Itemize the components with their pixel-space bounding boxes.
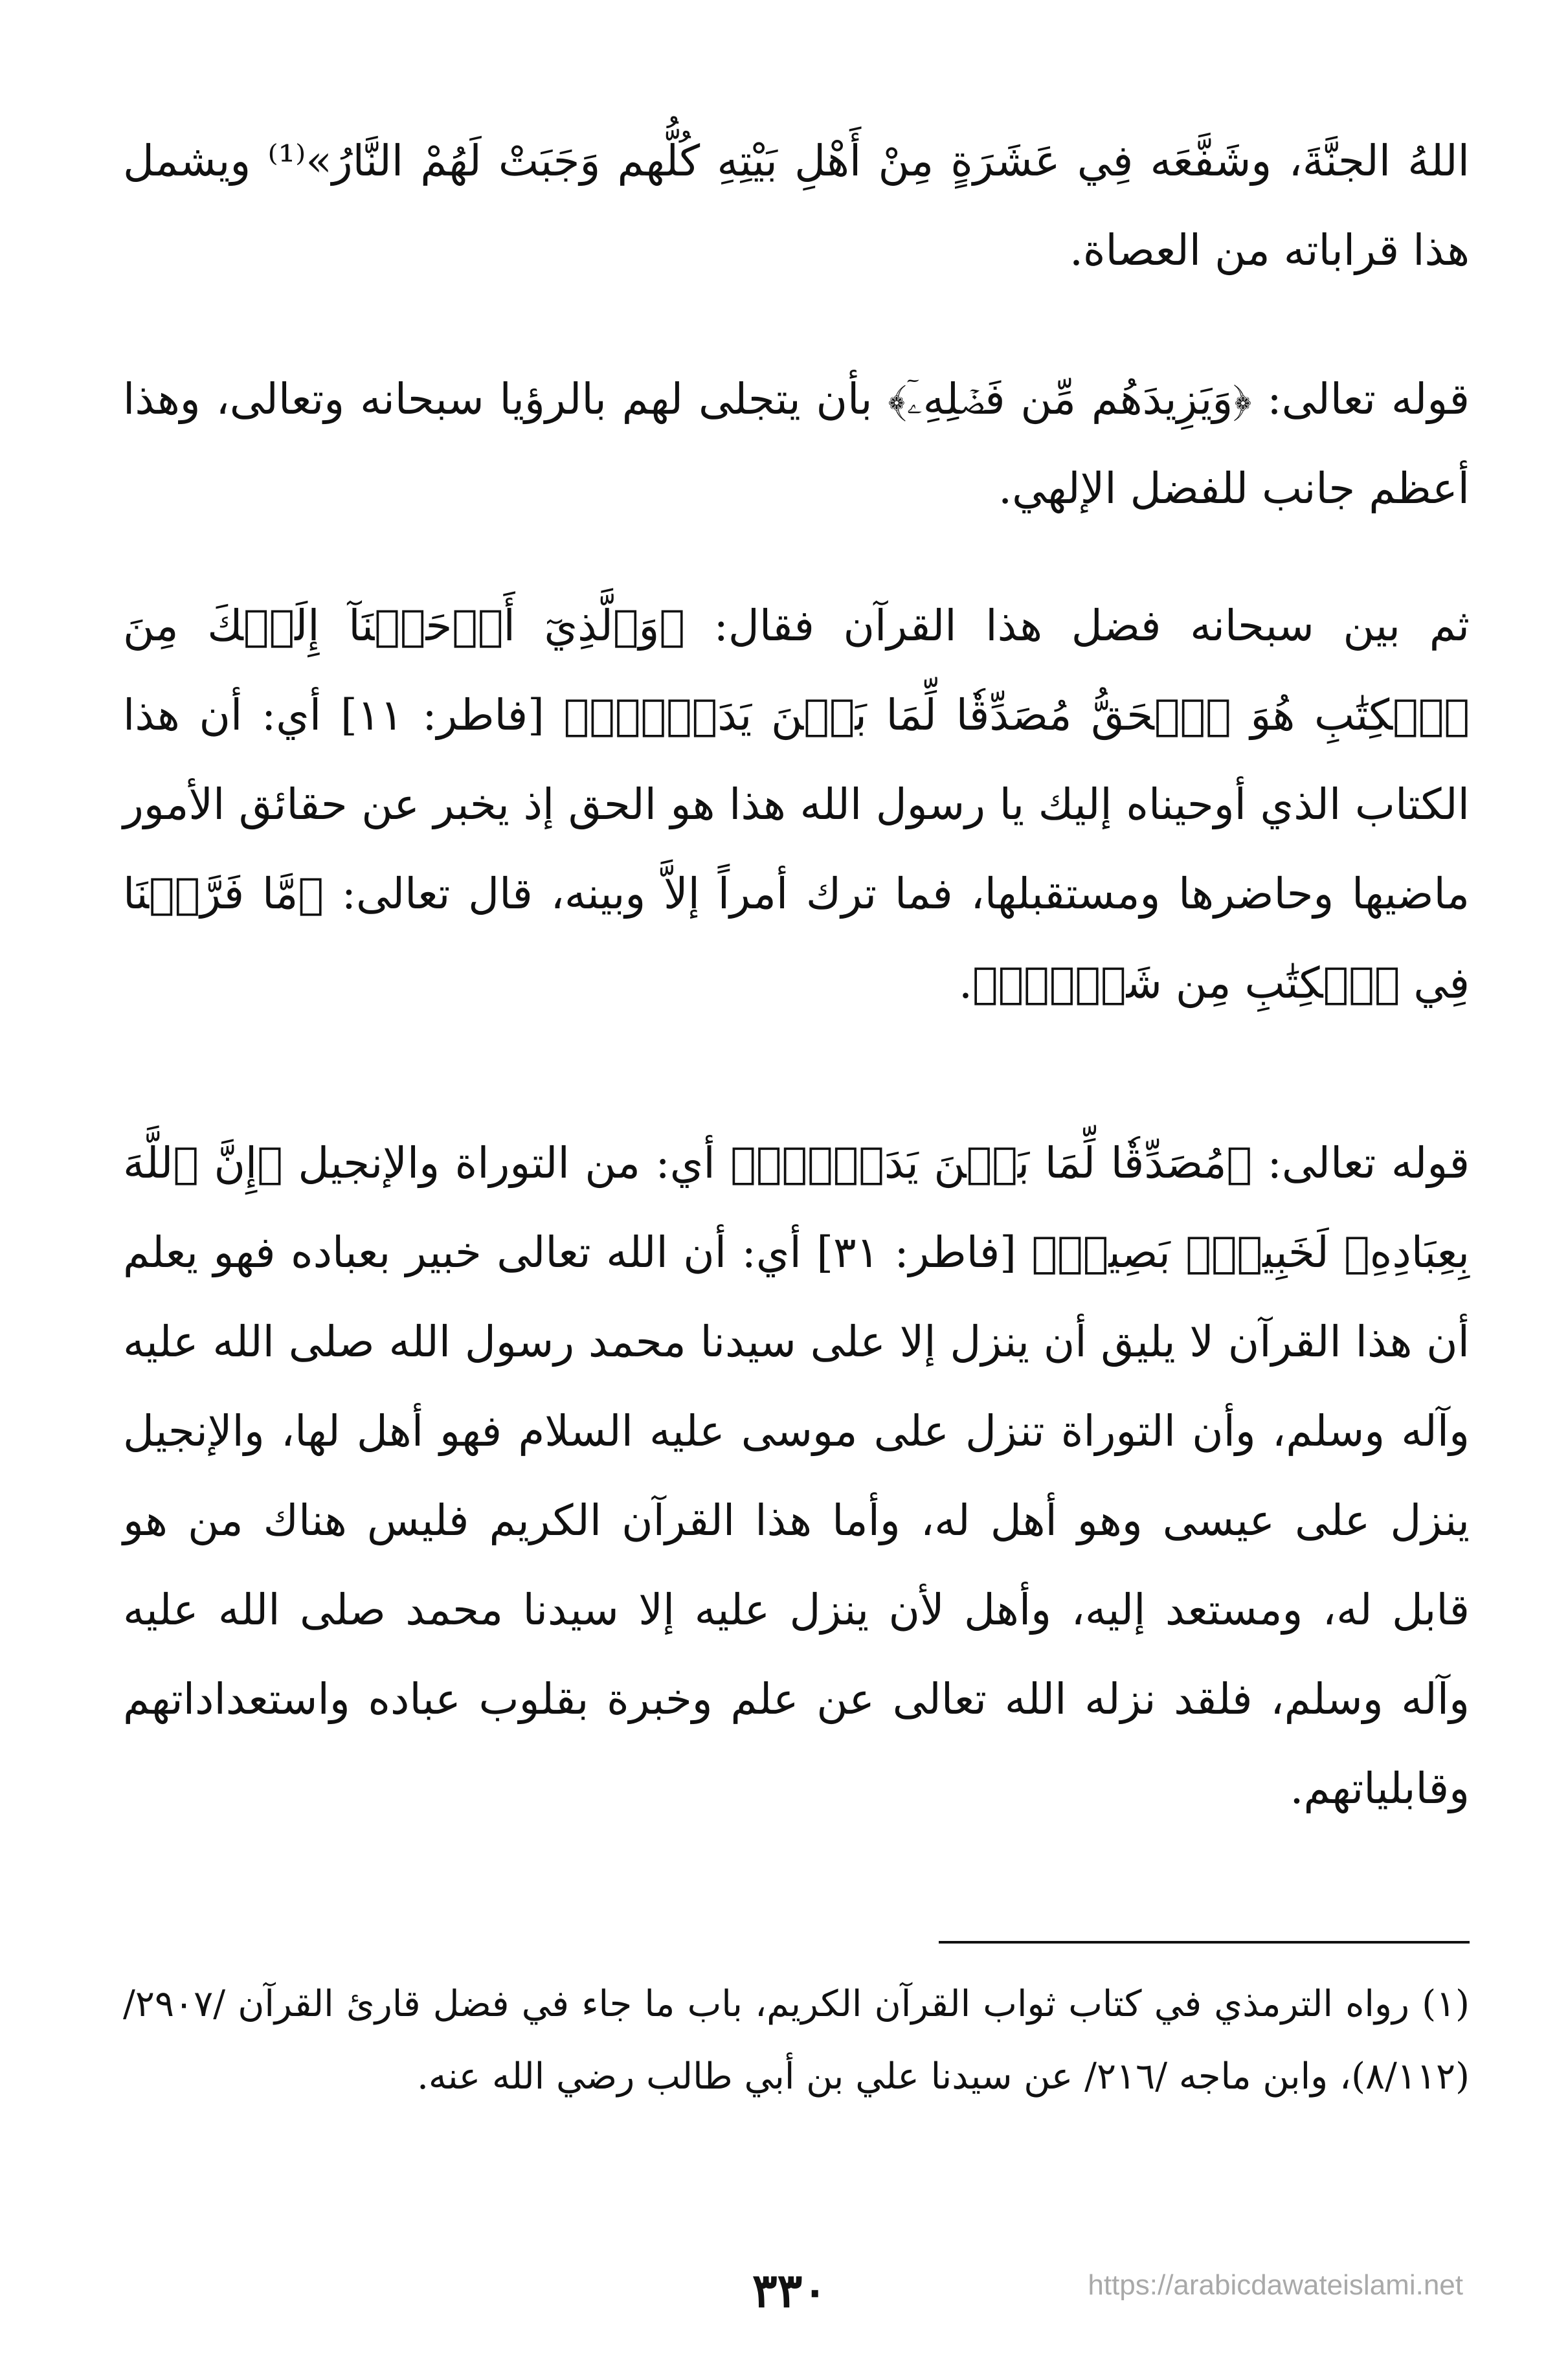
footnote-divider — [939, 1941, 1470, 1944]
paragraph-hadith-end: اللهُ الجنَّةَ، وشَفَّعَه فِي عَشَرَةٍ مِنْ أَهْلِ بَيْتِهِ كُلُّهم وَجَبَتْ لَهُمْ النَّارُ»⁽¹⁾ ويشمل هذا قراباته من العصاة. — [123, 136, 1470, 275]
watermark-url: https://arabicdawateislami.net — [1088, 2269, 1463, 2301]
paragraph-verse-commentary-3: قوله تعالى: ﴿مُصَدِّقٗا لِّمَا بَيۡنَ يَدَيۡهِۗ﴾ أي: من التوراة والإنجيل ﴿إِنَّ ٱللَّهَ بِعِبَادِهِۦ لَخَبِيرُۢ بَصِيرٞ﴾ [فاطر: ٣١] أي: أن الله تعالى خبير بعباده فهو يعلم أن هذا القرآن لا يليق أن ينزل إلا على سيدنا محمد رسول الله صلى الله عليه وآله وسلم، وأن التوراة تنزل على موسى عليه السلام فهو أهل لها، والإنجيل ينزل على عيسى وهو أهل له، وأما هذا القرآن الكريم فليس هناك من هو قابل له، ومستعد إليه، وأهل لأن ينزل عليه إلا سيدنا محمد صلى الله عليه وآله وسلم، فلقد نزله الله تعالى عن علم وخبرة بقلوب عباده واستعداداتهم وقابلياتهم. — [123, 1138, 1470, 1813]
page-number: ٣٣٠ — [752, 2263, 827, 2318]
paragraph-verse-commentary-2: ثم بين سبحانه فضل هذا القرآن فقال: ﴿وَٱلَّذِيٓ أَوۡحَيۡنَآ إِلَيۡكَ مِنَ ٱلۡكِتَٰبِ هُوَ ٱلۡحَقُّ مُصَدِّقٗا لِّمَا بَيۡنَ يَدَيۡهِۗ﴾ [فاطر: ١١] أي: أن هذا الكتاب الذي أوحيناه إليك يا رسول الله هذا هو الحق إذ يخبر عن حقائق الأمور ماضيها وحاضرها ومستقبلها، فما ترك أمراً إلاَّ وبينه، قال تعالى: ﴿مَّا فَرَّطۡنَا فِي ٱلۡكِتَٰبِ مِن شَيۡءٖۚ﴾. — [123, 601, 1470, 1008]
paragraph-verse-commentary-1: قوله تعالى: ﴿وَيَزِيدَهُم مِّن فَضۡلِهِۦٓ﴾ بأن يتجلى لهم بالرؤيا سبحانه وتعالى، وهذا أعظم جانب للفضل الإلهي. — [123, 374, 1470, 513]
footnote: (١) رواه الترمذي في كتاب ثواب القرآن الكريم، باب ما جاء في فضل قارئ القرآن /٢٩٠٧/ (٨/١١٢)، وابن ماجه /٢١٦/ عن سيدنا علي بن أبي طالب رضي الله عنه. — [123, 1983, 1470, 2098]
